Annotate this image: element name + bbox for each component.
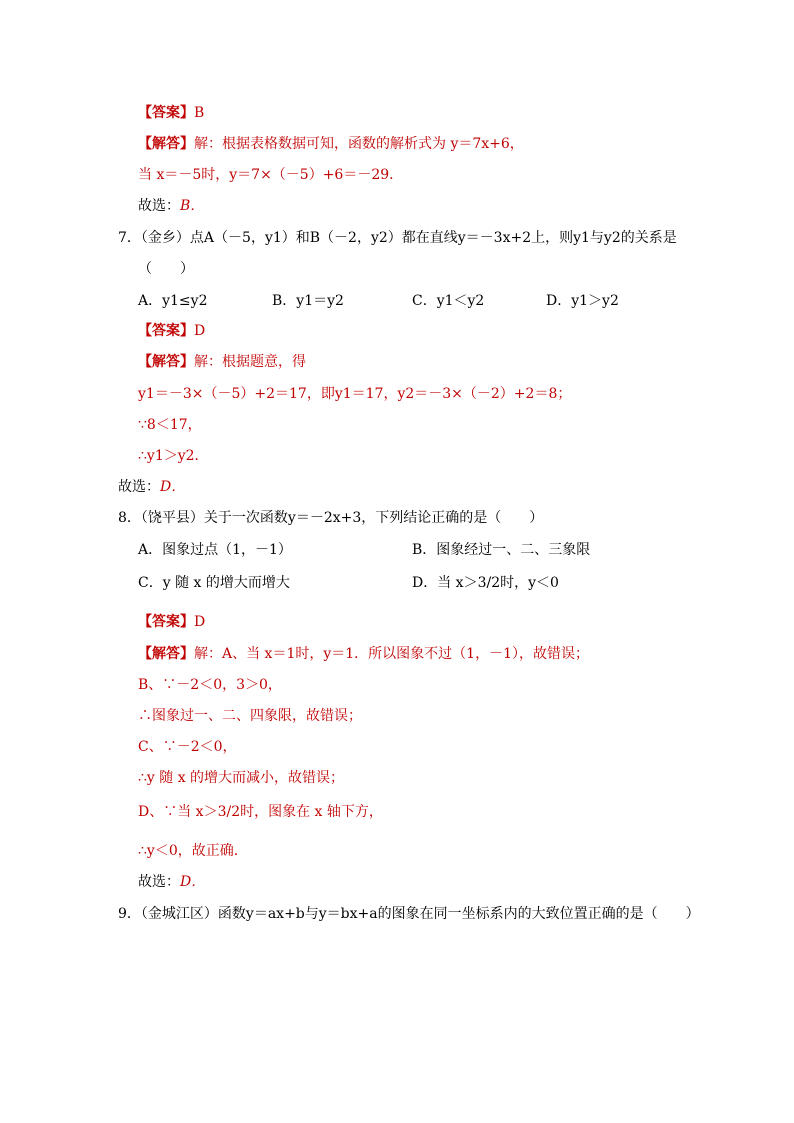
q8-option-c: C．y 随 x 的增大而增大 <box>138 575 290 591</box>
q8-conclusion <box>138 873 205 891</box>
conclusion-value: D． <box>160 479 186 495</box>
q7-answer <box>138 322 205 340</box>
answer-tag: 【答案】 <box>138 614 194 630</box>
answer-tag: 【答案】 <box>138 105 194 121</box>
analysis-text: 解：根据表格数据可知，函数的解析式为 y＝7x+6， <box>194 136 524 152</box>
analysis-tag: 【解答】 <box>138 136 194 152</box>
question-source: （饶平县） <box>140 510 204 526</box>
q6-conclusion <box>138 197 204 215</box>
q6-answer <box>138 104 204 122</box>
question-source: （金乡） <box>140 230 190 246</box>
q7-step-3: ∴y1＞y2． <box>138 448 209 464</box>
q7-option-d: D．y1＞y2 <box>546 293 619 309</box>
q7-option-a: A．y1≤y2 <box>138 293 208 309</box>
question-text: 关于一次函数y＝－2x+3，下列结论正确的是（ ） <box>203 510 544 526</box>
conclusion-value: D． <box>180 874 206 890</box>
q8-step-2: ∴图象过一、二、四象限，故错误； <box>138 708 362 724</box>
q8-step-1: B、∵－2＜0，3＞0， <box>138 677 282 693</box>
q7-stem <box>118 229 677 247</box>
q8-option-d: D．当 x＞3/2时，y＜0 <box>412 575 559 591</box>
q8-analysis <box>138 645 589 663</box>
q6-analysis <box>138 135 524 153</box>
q8-option-b: B．图象经过一、二、三象限 <box>412 542 591 558</box>
question-number: 8． <box>118 510 141 526</box>
analysis-tag: 【解答】 <box>138 354 194 370</box>
q6-step: 当 x＝－5时，y＝7×（－5）+6＝－29． <box>138 167 404 183</box>
question-text: 函数y＝ax+b与y＝bx+a的图象在同一坐标系内的大致位置正确的是（ ） <box>217 906 700 922</box>
q7-analysis <box>138 353 306 371</box>
q8-step-6: ∴y＜0，故正确． <box>138 843 248 859</box>
q7-step-2: ∵8＜17， <box>138 417 202 433</box>
conclusion-value: B． <box>180 198 205 214</box>
answer-value: D <box>194 614 206 630</box>
q7-step-1: y1＝－3×（－5）+2＝17，即y1＝17，y2＝－3×（－2）+2＝8； <box>138 386 572 402</box>
q8-step-4: ∴y 随 x 的增大而减小，故错误； <box>138 770 345 786</box>
question-source: （金城江区） <box>140 906 218 922</box>
answer-value: B <box>194 105 205 121</box>
q7-option-c: C．y1＜y2 <box>412 293 485 309</box>
q8-step-3: C、∵－2＜0， <box>138 739 237 755</box>
q7-paren: （ ） <box>138 261 194 277</box>
conclusion-prefix: 故选： <box>138 874 180 890</box>
q8-step-5: D、∵当 x＞3/2时，图象在 x 轴下方， <box>138 804 383 820</box>
q8-option-a: A．图象过点（1，－1） <box>138 542 292 558</box>
question-number: 9． <box>118 906 141 922</box>
q7-conclusion <box>118 478 185 496</box>
q8-answer <box>138 613 205 631</box>
answer-tag: 【答案】 <box>138 323 194 339</box>
q9-stem <box>118 905 700 923</box>
question-number: 7． <box>118 230 141 246</box>
q7-option-b: B．y1＝y2 <box>272 293 344 309</box>
conclusion-prefix: 故选： <box>138 198 180 214</box>
answer-value: D <box>194 323 206 339</box>
q8-stem <box>118 509 543 527</box>
question-text: 点A（－5，y1）和B（－2，y2）都在直线y＝－3x+2上，则y1与y2的关系是 <box>189 230 677 246</box>
analysis-text: 解：A、当 x＝1时，y＝1．所以图象不过（1，－1），故错误； <box>194 646 589 662</box>
analysis-text: 解：根据题意，得 <box>194 354 306 370</box>
analysis-tag: 【解答】 <box>138 646 194 662</box>
conclusion-prefix: 故选： <box>118 479 160 495</box>
